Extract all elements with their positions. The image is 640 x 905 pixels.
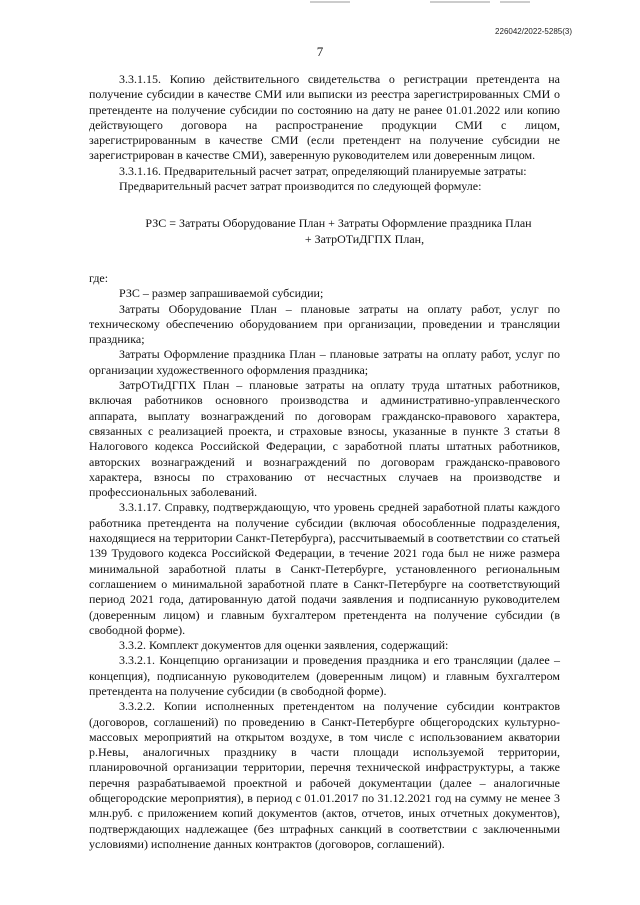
paragraph-3-3-2: 3.3.2. Комплект документов для оценки заявления, содержащий: bbox=[119, 638, 449, 653]
definition-where: где: bbox=[89, 270, 109, 285]
formula-line-2: + ЗатрОТиДГПХ План, bbox=[304, 231, 425, 246]
paragraph-3-3-1-16: 3.3.1.16. Предварительный расчет затрат, определяющий планируемые затраты: bbox=[119, 163, 527, 178]
definition-labor: ЗатрОТиДГПХ План – плановые затраты на оплату труда штатных работников, включая работников основного производства и административно-управленческого аппарата, выплату вознаграждений по договорам гражданско-правового характера, связанных с реализацией проекта, и страховые взносы, указанные в пункте 3 статьи 8 Налогового кодекса Российской Федерации, с заработной платы штатных работников, авторских вознаграждений и вознаграждений по договорам гражданско-правового характера, взносы по страхованию от несчастных случаев на производстве и профессиональных заболеваний. bbox=[89, 378, 560, 500]
page-number: 7 bbox=[316, 44, 324, 59]
document-id: 226042/2022-5285(3) bbox=[495, 27, 572, 36]
paragraph-3-3-1-17: 3.3.1.17. Справку, подтверждающую, что уровень средней заработной платы каждого работника претендента на получение субсидии (включая обособленные подразделения, находящиеся на территории Санкт-Петербурга), рассчитываемый в соответствии со статьей 139 Трудового кодекса Российской Федерации, в течение 2021 года был не ниже размера минимальной заработной платы в Санкт-Петербурге, установленного региональным соглашением о минимальной заработной плате в Санкт-Петербурге на соответствующий период 2021 года, датированную датой подачи заявления и подписанную руководителем (доверенным лицом) и главным бухгалтером претендента на получение субсидии (в свободной форме). bbox=[89, 500, 560, 637]
document-body bbox=[89, 72, 560, 852]
definition-equipment: Затраты Оборудование План – плановые затраты на оплату работ, услуг по техническому обеспечению оборудованием при организации, проведении и трансляции праздника; bbox=[89, 301, 560, 347]
formula-line-1: РЗС = Затраты Оборудование План + Затраты Оформление праздника План bbox=[145, 216, 532, 231]
scan-artifact bbox=[300, 0, 550, 6]
paragraph-3-3-2-1: 3.3.2.1. Концепцию организации и проведения праздника и его трансляции (далее – концепция), подписанную руководителем (доверенным лицом) и главным бухгалтером претендента на получение субсидии (в свободной форме). bbox=[89, 653, 560, 698]
definition-decoration: Затраты Оформление праздника План – плановые затраты на оплату работ, услуг по организации художественного оформления праздника; bbox=[89, 347, 560, 377]
definition-rzs: РЗС – размер запрашиваемой субсидии; bbox=[119, 286, 324, 301]
paragraph-3-3-2-2: 3.3.2.2. Копии исполненных претендентом на получение субсидии контрактов (договоров, соглашений) по проведению в Санкт-Петербурге общегородских культурно-массовых мероприятий на открытом воздухе, в том числе с использованием акватории р.Невы, аналогичных празднику в части площади используемой территории, планировочной организации территории, перечня технической инфраструктуры, а также перечня разрабатываемой проектной и рабочей документации (далее – аналогичные общегородские мероприятия), в период с 01.01.2017 по 31.12.2021 год на сумму не менее 3 млн.руб. с приложением копий документов (актов, отчетов, иных отчетных документов), подтверждающих надлежащее (без штрафных санкций в соответствии с заключенными условиями) исполнение данных контрактов (договоров, соглашений). bbox=[89, 699, 560, 851]
paragraph-3-3-1-15: 3.3.1.15. Копию действительного свидетельства о регистрации претендента на получение субсидии в качестве СМИ или выписки из реестра зарегистрированных СМИ о претенденте на получение субсидии по состоянию на дату не ранее 01.01.2022 или копию действующего договора на распространение продукции СМИ с лицом, зарегистрированным в качестве СМИ (если претендент на получение субсидии не зарегистрирован в качестве СМИ), заверенную руководителем или доверенным лицом. bbox=[89, 72, 560, 163]
paragraph-formula-intro: Предварительный расчет затрат производится по следующей формуле: bbox=[119, 179, 482, 194]
